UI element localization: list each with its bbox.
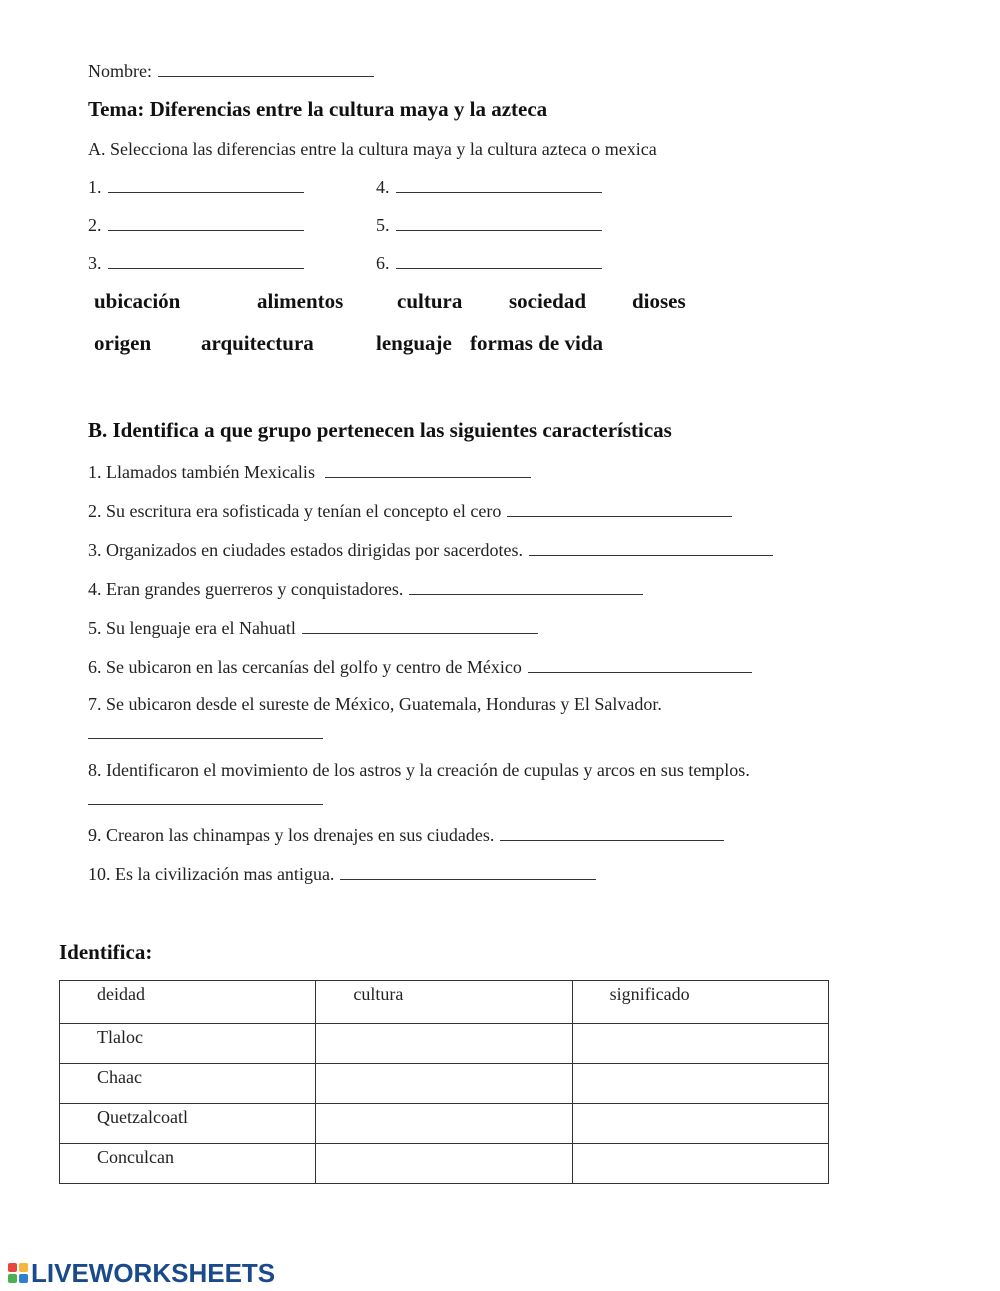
question-text: 6. Se ubicaron en las cercanías del golfo y centro de México [88, 657, 522, 677]
answer-blank[interactable] [396, 252, 602, 269]
question-item [88, 656, 752, 678]
answer-line-5 [376, 214, 602, 236]
answer-blank[interactable] [108, 252, 304, 269]
answer-number: 2. [88, 215, 102, 235]
answer-blank[interactable] [340, 863, 596, 880]
page-title: Tema: Diferencias entre la cultura maya y la azteca [88, 97, 548, 121]
question-text: 2. Su escritura era sofisticada y tenían el concepto el cero [88, 501, 502, 521]
meaning-cell[interactable] [572, 1024, 828, 1064]
answer-blank[interactable] [302, 617, 538, 634]
question-text: 7. Se ubicaron desde el sureste de México, Guatemala, Honduras y El Salvador. [88, 694, 662, 714]
answer-line-6 [376, 252, 602, 274]
question-item [88, 578, 643, 600]
culture-cell[interactable] [316, 1024, 572, 1064]
question-item [88, 539, 773, 561]
table-row [60, 1064, 829, 1104]
question-item [88, 694, 662, 715]
answer-blank[interactable] [507, 500, 732, 517]
section-b-heading: B. Identifica a que grupo pertenecen las siguientes características [88, 418, 672, 442]
deity-name: Tlaloc [60, 1024, 316, 1064]
word-bank-item[interactable]: alimentos [257, 289, 344, 313]
answer-line-2 [88, 214, 304, 236]
question-text: 1. Llamados también Mexicalis [88, 462, 315, 482]
question-item [88, 863, 596, 885]
answer-number: 4. [376, 177, 390, 197]
question-text: 10. Es la civilización mas antigua. [88, 864, 335, 884]
table-row [60, 1024, 829, 1064]
section-c-heading: Identifica: [59, 940, 153, 964]
meaning-cell[interactable] [572, 1104, 828, 1144]
answer-line-1 [88, 176, 304, 198]
answer-blank[interactable] [88, 722, 323, 739]
answer-blank[interactable] [528, 656, 752, 673]
answer-blank[interactable] [396, 214, 602, 231]
question-item [88, 461, 531, 483]
column-header: deidad [60, 981, 316, 1024]
table-header-row [60, 981, 829, 1024]
liveworksheets-logo[interactable] [8, 1259, 275, 1287]
answer-blank[interactable] [396, 176, 602, 193]
table-row [60, 1104, 829, 1144]
liveworksheets-logo-icon [8, 1263, 28, 1283]
answer-blank[interactable] [500, 824, 724, 841]
answer-number: 6. [376, 253, 390, 273]
word-bank-item[interactable]: formas de vida [470, 331, 603, 355]
word-bank-item[interactable]: origen [94, 331, 152, 355]
meaning-cell[interactable] [572, 1064, 828, 1104]
answer-line-wrap [88, 788, 323, 810]
question-item [88, 617, 538, 639]
culture-cell[interactable] [316, 1064, 572, 1104]
answer-blank[interactable] [529, 539, 773, 556]
question-text: 5. Su lenguaje era el Nahuatl [88, 618, 296, 638]
section-a-instruction: A. Selecciona las diferencias entre la cultura maya y la cultura azteca o mexica [88, 139, 657, 159]
deity-name: Conculcan [60, 1144, 316, 1184]
answer-number: 1. [88, 177, 102, 197]
question-text: 4. Eran grandes guerreros y conquistadores. [88, 579, 404, 599]
deity-name: Chaac [60, 1064, 316, 1104]
word-bank-item[interactable]: dioses [632, 289, 686, 313]
answer-blank[interactable] [108, 176, 304, 193]
answer-number: 5. [376, 215, 390, 235]
meaning-cell[interactable] [572, 1144, 828, 1184]
column-header: cultura [316, 981, 572, 1024]
question-item [88, 824, 724, 846]
culture-cell[interactable] [316, 1104, 572, 1144]
word-bank-item[interactable]: arquitectura [201, 331, 314, 355]
word-bank-item[interactable]: lenguaje [376, 331, 452, 355]
answer-line-4 [376, 176, 602, 198]
name-line [88, 60, 374, 82]
answer-blank[interactable] [108, 214, 304, 231]
question-item [88, 760, 750, 781]
answer-line-wrap [88, 722, 323, 744]
brand-name: LIVEWORKSHEETS [31, 1257, 276, 1288]
answer-line-3 [88, 252, 304, 274]
name-label: Nombre: [88, 61, 152, 81]
question-text: 9. Crearon las chinampas y los drenajes en sus ciudades. [88, 825, 495, 845]
word-bank-item[interactable]: sociedad [509, 289, 587, 313]
answer-number: 3. [88, 253, 102, 273]
deity-name: Quetzalcoatl [60, 1104, 316, 1144]
question-text: 8. Identificaron el movimiento de los astros y la creación de cupulas y arcos en sus templos. [88, 760, 750, 780]
answer-blank[interactable] [88, 788, 323, 805]
question-text: 3. Organizados en ciudades estados dirigidas por sacerdotes. [88, 540, 524, 560]
word-bank-item[interactable]: cultura [397, 289, 463, 313]
deity-table [59, 980, 829, 1184]
answer-blank[interactable] [409, 578, 643, 595]
question-item [88, 500, 732, 522]
word-bank-item[interactable]: ubicación [94, 289, 181, 313]
answer-blank[interactable] [325, 461, 531, 478]
column-header: significado [572, 981, 828, 1024]
name-blank[interactable] [158, 60, 374, 77]
culture-cell[interactable] [316, 1144, 572, 1184]
table-row [60, 1144, 829, 1184]
